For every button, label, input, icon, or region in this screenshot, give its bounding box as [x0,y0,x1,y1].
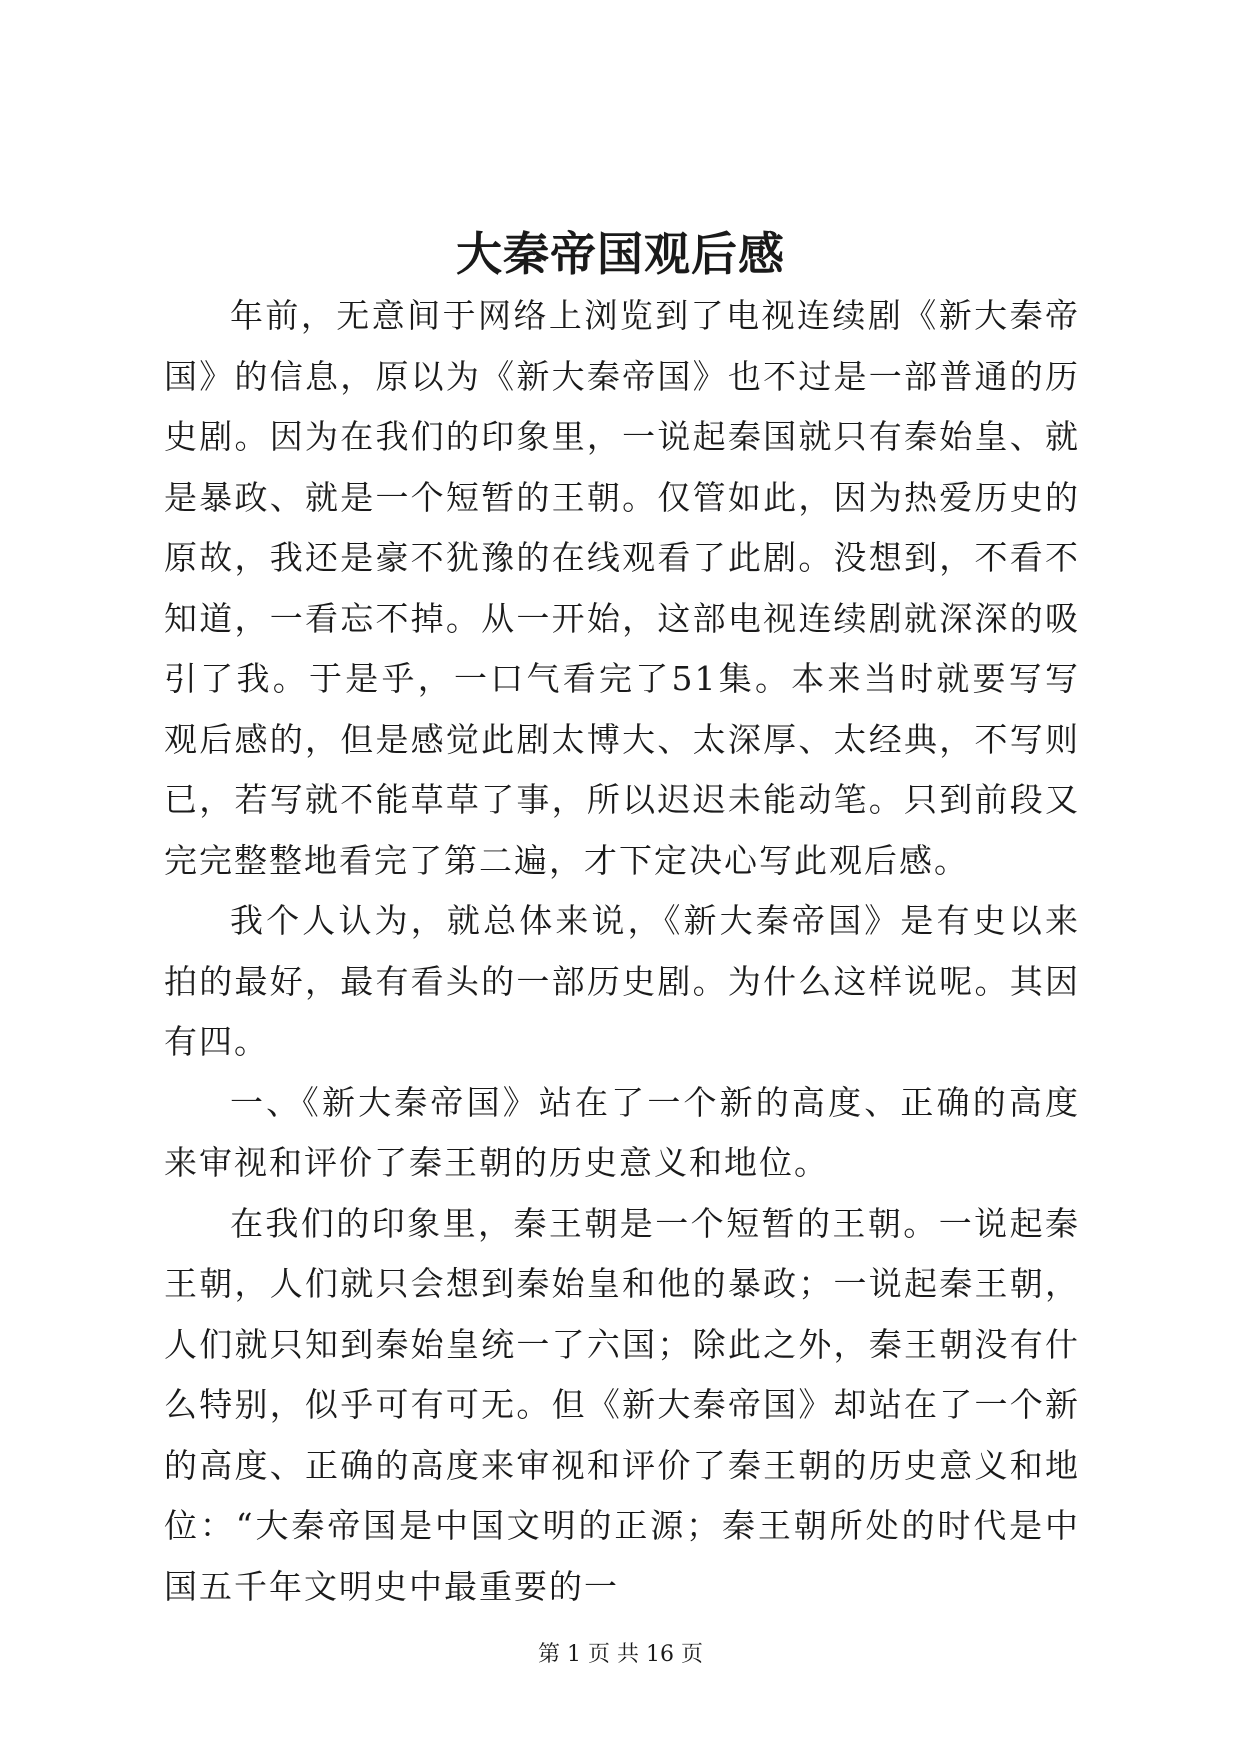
document-body [164,286,1080,1617]
paragraph-4: 在我们的印象里，秦王朝是一个短暂的王朝。一说起秦王朝，人们就只会想到秦始皇和他的暴政；一说起秦王朝，人们就只知到秦始皇统一了六国；除此之外，秦王朝没有什么特别，似乎可有可无。但《新大秦帝国》却站在了一个新的高度、正确的高度来审视和评价了秦王朝的历史意义和地位：“大秦帝国是中国文明的正源；秦王朝所处的时代是中国五千年文明史中最重要的一 [164,1203,1080,1606]
paragraph-1: 年前，无意间于网络上浏览到了电视连续剧《新大秦帝国》的信息，原以为《新大秦帝国》也不过是一部普通的历史剧。因为在我们的印象里，一说起秦国就只有秦始皇、就是暴政、就是一个短暂的王朝。仅管如此，因为热爱历史的原故，我还是豪不犹豫的在线观看了此剧。没想到，不看不知道，一看忘不掉。从一开始，这部电视连续剧就深深的吸引了我。于是乎，一口气看完了51集。本来当时就要写写观后感的，但是感觉此剧太博大、太深厚、太经典，不写则已，若写就不能草草了事，所以迟迟未能动笔。只到前段又完完整整地看完了第二遍，才下定决心写此观后感。 [164,296,1080,880]
paragraph-3: 一、《新大秦帝国》站在了一个新的高度、正确的高度来审视和评价了秦王朝的历史意义和地位。 [164,1082,1080,1182]
page-footer: 第 1 页 共 16 页 [538,1642,703,1667]
paragraph-2: 我个人认为，就总体来说，《新大秦帝国》是有史以来拍的最好，最有看头的一部历史剧。为什么这样说呢。其因有四。 [164,901,1080,1061]
document-title: 大秦帝国观后感 [456,227,785,281]
